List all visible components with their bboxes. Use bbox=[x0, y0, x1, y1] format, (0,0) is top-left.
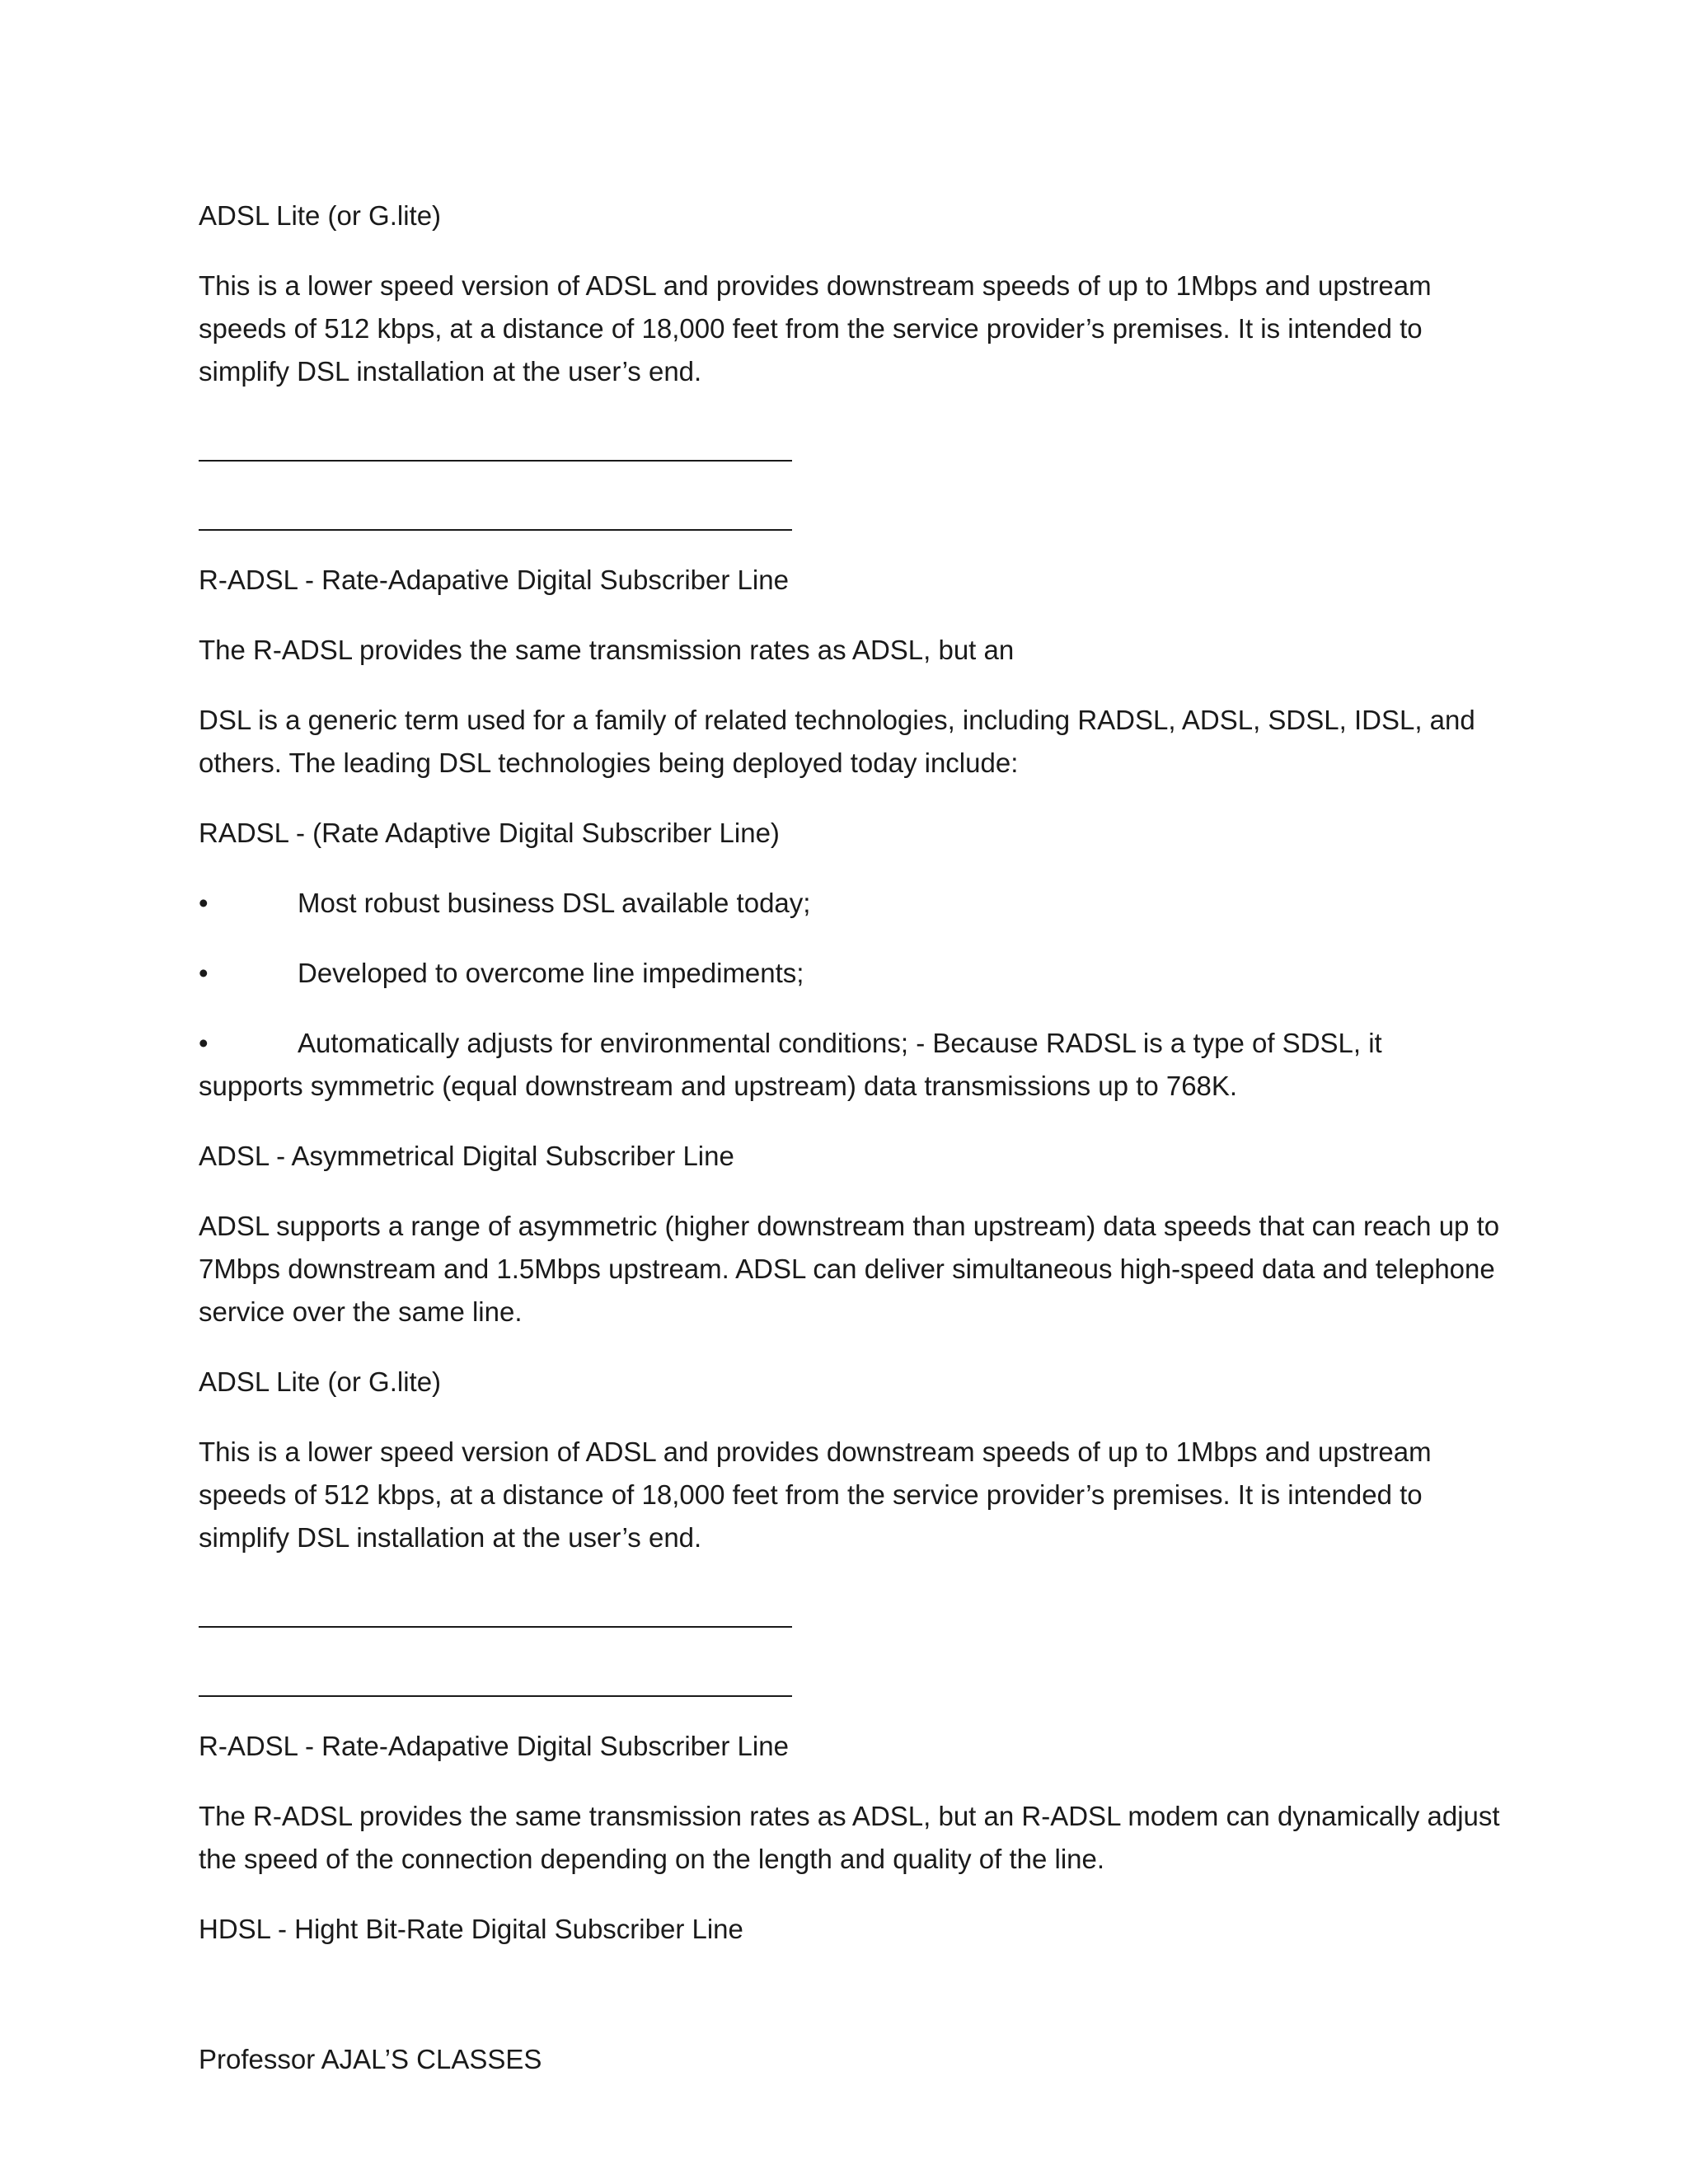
separator-line bbox=[199, 1586, 1501, 1656]
heading-radsl: RADSL - (Rate Adaptive Digital Subscriber Line) bbox=[199, 818, 780, 848]
heading-adsl-lite: ADSL Lite (or G.lite) bbox=[199, 1366, 442, 1397]
paragraph-dsl-generic: DSL is a generic term used for a family of related technologies, including RADSL, ADSL, SDSL, IDSL, and others. The leading DSL technologies being deployed today include: bbox=[199, 705, 1475, 778]
list-item bbox=[199, 952, 1501, 995]
bullet-icon: • bbox=[199, 888, 209, 918]
list-item bbox=[199, 1022, 1501, 1108]
list-item-text: Most robust business DSL available today; bbox=[298, 888, 811, 918]
list-item-text: Developed to overcome line impediments; bbox=[298, 958, 804, 988]
separator-line bbox=[199, 420, 1501, 490]
paragraph-r-adsl: The R-ADSL provides the same transmission rates as ADSL, but an R-ADSL modem can dynamically adjust the speed of the connection depending on the length and quality of the line. bbox=[199, 1801, 1500, 1874]
document-body bbox=[199, 194, 1501, 1978]
bullet-icon: • bbox=[199, 1028, 209, 1058]
page-footer: Professor AJAL’S CLASSES bbox=[199, 2044, 542, 2074]
bullet-icon: • bbox=[199, 958, 209, 988]
list-item-continuation: supports symmetric (equal downstream and upstream) data transmissions up to 768K. bbox=[199, 1071, 1238, 1101]
heading-r-adsl: R-ADSL - Rate-Adapative Digital Subscriber Line bbox=[199, 565, 789, 595]
paragraph-adsl: ADSL supports a range of asymmetric (higher downstream than upstream) data speeds that can reach up to 7Mbps downstream and 1.5Mbps upstream. ADSL can deliver simultaneous high-speed data and telephone service over the same line. bbox=[199, 1211, 1500, 1327]
heading-r-adsl: R-ADSL - Rate-Adapative Digital Subscriber Line bbox=[199, 1731, 789, 1761]
paragraph-adsl-lite: This is a lower speed version of ADSL and provides downstream speeds of up to 1Mbps and upstream speeds of 512 kbps, at a distance of 18,000 feet from the service provider’s premises. It is intended to simplify DSL installation at the user’s end. bbox=[199, 1436, 1432, 1553]
heading-adsl: ADSL - Asymmetrical Digital Subscriber Line bbox=[199, 1141, 734, 1171]
paragraph-r-adsl: The R-ADSL provides the same transmission rates as ADSL, but an bbox=[199, 635, 1015, 665]
paragraph-adsl-lite: This is a lower speed version of ADSL and provides downstream speeds of up to 1Mbps and upstream speeds of 512 kbps, at a distance of 18,000 feet from the service provider’s premises. It is intended to simplify DSL installation at the user’s end. bbox=[199, 270, 1432, 387]
list-item bbox=[199, 882, 1501, 925]
heading-hdsl: HDSL - Hight Bit-Rate Digital Subscriber Line bbox=[199, 1914, 743, 1944]
separator-line bbox=[199, 490, 1501, 559]
list-item-text: Automatically adjusts for environmental conditions; - Because RADSL is a type of SDSL, it bbox=[298, 1028, 1382, 1058]
heading-adsl-lite: ADSL Lite (or G.lite) bbox=[199, 200, 442, 231]
separator-line bbox=[199, 1656, 1501, 1725]
